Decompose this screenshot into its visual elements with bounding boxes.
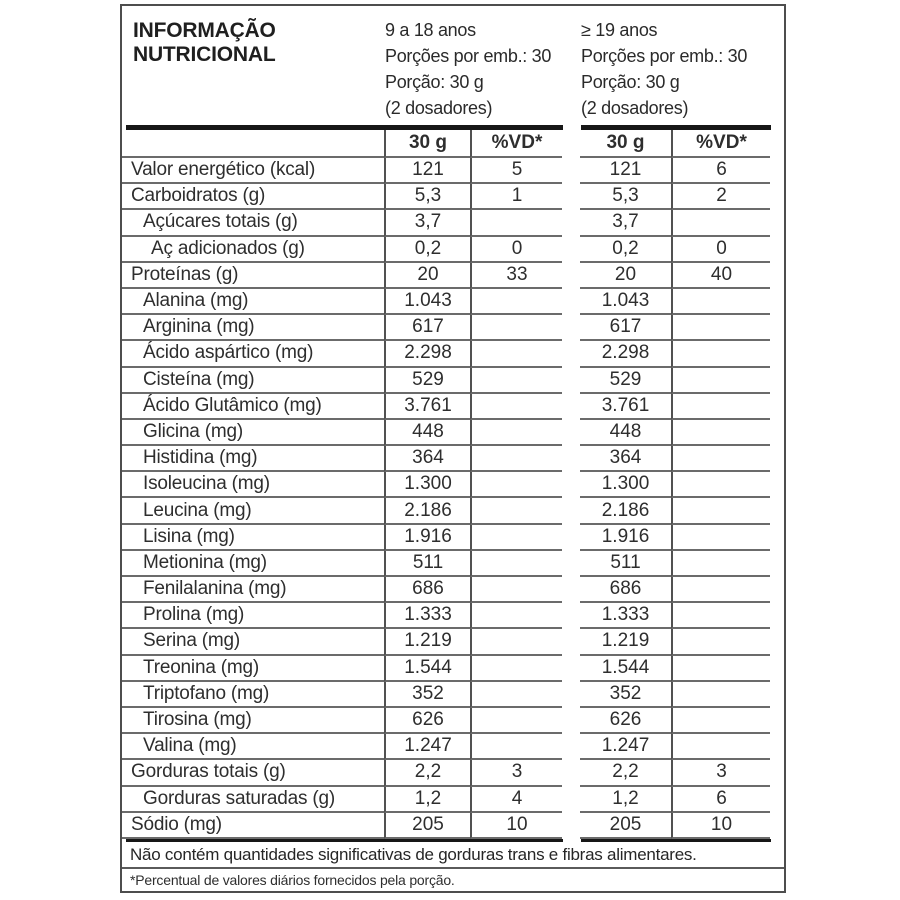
amount-value-19plus: 1.916 bbox=[580, 525, 671, 551]
amount-value-9-18: 2,2 bbox=[384, 760, 470, 786]
dv-value-9-18 bbox=[470, 498, 562, 524]
nutrient-label-cell bbox=[122, 498, 384, 524]
dv-value-19plus: 6 bbox=[671, 158, 770, 184]
row-right-pad bbox=[770, 551, 784, 577]
nutrient-label: Ácido aspártico (mg) bbox=[143, 342, 314, 364]
row-right-pad bbox=[770, 603, 784, 629]
amount-value-9-18: 1.333 bbox=[384, 603, 470, 629]
dv-value-19plus bbox=[671, 656, 770, 682]
nutrient-label-cell bbox=[122, 237, 384, 263]
dv-value-9-18 bbox=[470, 577, 562, 603]
amount-value-9-18: 1.916 bbox=[384, 525, 470, 551]
dv-value-19plus bbox=[671, 368, 770, 394]
dv-value-9-18: 1 bbox=[470, 184, 562, 210]
nutrient-label-cell bbox=[122, 184, 384, 210]
table-row bbox=[122, 760, 784, 786]
dv-value-19plus: 10 bbox=[671, 813, 770, 839]
dv-value-9-18 bbox=[470, 394, 562, 420]
nutrient-label-cell bbox=[122, 734, 384, 760]
amount-column-header-group1: 30 g bbox=[384, 130, 470, 158]
column-gap bbox=[562, 420, 580, 446]
amount-value-9-18: 1.544 bbox=[384, 656, 470, 682]
dv-value-9-18 bbox=[470, 446, 562, 472]
amount-value-19plus: 626 bbox=[580, 708, 671, 734]
no-significant-amounts-note: Não contém quantidades significativas de gorduras trans e fibras alimentares. bbox=[122, 842, 784, 869]
column-gap bbox=[562, 368, 580, 394]
table-row bbox=[122, 498, 784, 524]
amount-value-9-18: 448 bbox=[384, 420, 470, 446]
column-gap bbox=[562, 734, 580, 760]
dv-value-9-18: 33 bbox=[470, 263, 562, 289]
dv-value-9-18 bbox=[470, 210, 562, 236]
amount-value-9-18: 2.186 bbox=[384, 498, 470, 524]
dv-value-9-18: 4 bbox=[470, 787, 562, 813]
dv-value-19plus bbox=[671, 551, 770, 577]
amount-value-19plus: 3.761 bbox=[580, 394, 671, 420]
amount-value-9-18: 626 bbox=[384, 708, 470, 734]
age-group-1-range: 9 a 18 anos bbox=[385, 20, 476, 40]
dv-value-19plus bbox=[671, 394, 770, 420]
row-right-pad bbox=[770, 130, 784, 158]
amount-value-19plus: 529 bbox=[580, 368, 671, 394]
nutrient-label-cell bbox=[122, 341, 384, 367]
dv-value-9-18 bbox=[470, 734, 562, 760]
amount-value-9-18: 529 bbox=[384, 368, 470, 394]
column-gap bbox=[562, 158, 580, 184]
amount-value-19plus: 0,2 bbox=[580, 237, 671, 263]
nutrient-label-cell bbox=[122, 760, 384, 786]
age-group-2-range: ≥ 19 anos bbox=[581, 20, 658, 40]
amount-value-9-18: 1,2 bbox=[384, 787, 470, 813]
column-gap bbox=[562, 210, 580, 236]
nutrient-label-cell bbox=[122, 577, 384, 603]
nutrient-label: Lisina (mg) bbox=[143, 525, 235, 547]
row-right-pad bbox=[770, 525, 784, 551]
row-right-pad bbox=[770, 420, 784, 446]
nutrient-label-cell bbox=[122, 289, 384, 315]
row-right-pad bbox=[770, 787, 784, 813]
column-gap bbox=[562, 551, 580, 577]
amount-value-19plus: 686 bbox=[580, 577, 671, 603]
nutrient-label: Alanina (mg) bbox=[143, 290, 249, 312]
row-right-pad bbox=[770, 237, 784, 263]
table-row bbox=[122, 420, 784, 446]
nutrient-label-cell bbox=[122, 368, 384, 394]
nutrient-label-cell bbox=[122, 629, 384, 655]
row-right-pad bbox=[770, 813, 784, 839]
amount-value-19plus: 2.186 bbox=[580, 498, 671, 524]
table-row bbox=[122, 237, 784, 263]
dv-value-9-18: 5 bbox=[470, 158, 562, 184]
nutrient-label: Ácido Glutâmico (mg) bbox=[143, 394, 322, 416]
age-group-1-portion: Porção: 30 g bbox=[385, 72, 484, 92]
amount-value-9-18: 1.300 bbox=[384, 472, 470, 498]
amount-value-9-18: 205 bbox=[384, 813, 470, 839]
table-row bbox=[122, 394, 784, 420]
nutrient-label: Histidina (mg) bbox=[143, 447, 258, 469]
dv-value-19plus bbox=[671, 734, 770, 760]
row-right-pad bbox=[770, 289, 784, 315]
row-right-pad bbox=[770, 263, 784, 289]
dv-value-19plus: 0 bbox=[671, 237, 770, 263]
table-row bbox=[122, 446, 784, 472]
age-group-2-portion: Porção: 30 g bbox=[581, 72, 680, 92]
nutrient-label: Glicina (mg) bbox=[143, 420, 244, 442]
label-column-header bbox=[122, 130, 384, 158]
nutrient-label: Tirosina (mg) bbox=[143, 709, 252, 731]
amount-value-19plus: 5,3 bbox=[580, 184, 671, 210]
amount-value-19plus: 511 bbox=[580, 551, 671, 577]
amount-value-9-18: 511 bbox=[384, 551, 470, 577]
nutrient-label: Isoleucina (mg) bbox=[143, 473, 270, 495]
table-row bbox=[122, 603, 784, 629]
amount-value-19plus: 205 bbox=[580, 813, 671, 839]
row-right-pad bbox=[770, 158, 784, 184]
age-group-2-scoops: (2 dosadores) bbox=[581, 98, 689, 118]
amount-value-19plus: 2,2 bbox=[580, 760, 671, 786]
nutrition-title bbox=[133, 19, 276, 67]
column-gap bbox=[562, 263, 580, 289]
column-gap bbox=[562, 787, 580, 813]
amount-value-19plus: 2.298 bbox=[580, 341, 671, 367]
dv-value-19plus bbox=[671, 629, 770, 655]
dv-value-19plus bbox=[671, 446, 770, 472]
nutrient-label: Prolina (mg) bbox=[143, 604, 245, 626]
amount-value-19plus: 1.219 bbox=[580, 629, 671, 655]
nutrient-label: Leucina (mg) bbox=[143, 499, 252, 521]
nutrient-label: Fenilalanina (mg) bbox=[143, 578, 287, 600]
column-gap bbox=[562, 184, 580, 210]
dv-value-9-18 bbox=[470, 603, 562, 629]
dv-value-9-18 bbox=[470, 525, 562, 551]
amount-value-19plus: 352 bbox=[580, 682, 671, 708]
nutrient-label-cell bbox=[122, 656, 384, 682]
table-row bbox=[122, 158, 784, 184]
table-row bbox=[122, 184, 784, 210]
nutrient-label: Arginina (mg) bbox=[143, 316, 255, 338]
amount-value-9-18: 5,3 bbox=[384, 184, 470, 210]
age-group-2-servings: Porções por emb.: 30 bbox=[581, 46, 748, 66]
row-right-pad bbox=[770, 315, 784, 341]
amount-value-9-18: 1.247 bbox=[384, 734, 470, 760]
row-right-pad bbox=[770, 629, 784, 655]
column-gap bbox=[562, 603, 580, 629]
amount-value-19plus: 1.247 bbox=[580, 734, 671, 760]
table-row bbox=[122, 341, 784, 367]
age-group-2-header bbox=[581, 17, 747, 121]
dv-value-19plus bbox=[671, 289, 770, 315]
nutrient-label: Serina (mg) bbox=[143, 630, 241, 652]
row-right-pad bbox=[770, 577, 784, 603]
dv-value-9-18 bbox=[470, 708, 562, 734]
dv-value-19plus: 3 bbox=[671, 760, 770, 786]
row-right-pad bbox=[770, 341, 784, 367]
nutrient-label-cell bbox=[122, 787, 384, 813]
nutrient-label-cell bbox=[122, 813, 384, 839]
amount-value-9-18: 3.761 bbox=[384, 394, 470, 420]
amount-value-19plus: 1.333 bbox=[580, 603, 671, 629]
dv-value-19plus: 2 bbox=[671, 184, 770, 210]
column-gap bbox=[562, 341, 580, 367]
nutrient-label: Gorduras saturadas (g) bbox=[143, 787, 336, 809]
amount-value-9-18: 3,7 bbox=[384, 210, 470, 236]
dv-value-19plus: 40 bbox=[671, 263, 770, 289]
row-right-pad bbox=[770, 498, 784, 524]
nutrient-label: Metionina (mg) bbox=[143, 551, 267, 573]
amount-value-9-18: 686 bbox=[384, 577, 470, 603]
amount-value-19plus: 3,7 bbox=[580, 210, 671, 236]
dv-value-19plus bbox=[671, 708, 770, 734]
column-header-row bbox=[122, 130, 784, 158]
amount-value-19plus: 1,2 bbox=[580, 787, 671, 813]
row-right-pad bbox=[770, 708, 784, 734]
dv-column-header-group2: %VD* bbox=[671, 130, 770, 158]
nutrient-label: Sódio (mg) bbox=[131, 813, 222, 835]
amount-value-19plus: 1.544 bbox=[580, 656, 671, 682]
column-gap bbox=[562, 760, 580, 786]
nutrient-label-cell bbox=[122, 472, 384, 498]
nutrient-label: Aç adicionados (g) bbox=[151, 237, 305, 259]
amount-value-19plus: 1.300 bbox=[580, 472, 671, 498]
dv-value-19plus bbox=[671, 472, 770, 498]
dv-value-19plus bbox=[671, 315, 770, 341]
dv-value-9-18: 0 bbox=[470, 237, 562, 263]
table-row bbox=[122, 787, 784, 813]
nutrient-label-cell bbox=[122, 708, 384, 734]
amount-value-19plus: 121 bbox=[580, 158, 671, 184]
nutrient-label: Carboidratos (g) bbox=[131, 185, 266, 207]
amount-value-9-18: 0,2 bbox=[384, 237, 470, 263]
amount-value-19plus: 1.043 bbox=[580, 289, 671, 315]
nutrient-label: Gorduras totais (g) bbox=[131, 761, 286, 783]
amount-value-19plus: 20 bbox=[580, 263, 671, 289]
table-row bbox=[122, 577, 784, 603]
table-row bbox=[122, 315, 784, 341]
dv-value-19plus bbox=[671, 341, 770, 367]
dv-value-9-18: 10 bbox=[470, 813, 562, 839]
row-right-pad bbox=[770, 760, 784, 786]
nutrition-facts-panel bbox=[120, 4, 786, 893]
dv-footnote: *Percentual de valores diários fornecidos pela porção. bbox=[130, 872, 455, 888]
nutrient-label-cell bbox=[122, 158, 384, 184]
nutrient-label: Valor energético (kcal) bbox=[131, 159, 316, 181]
column-gap bbox=[562, 577, 580, 603]
nutrient-label-cell bbox=[122, 263, 384, 289]
row-right-pad bbox=[770, 656, 784, 682]
column-gap bbox=[562, 394, 580, 420]
column-gap bbox=[562, 289, 580, 315]
amount-value-9-18: 121 bbox=[384, 158, 470, 184]
dv-value-9-18 bbox=[470, 551, 562, 577]
amount-value-9-18: 1.219 bbox=[384, 629, 470, 655]
amount-value-9-18: 617 bbox=[384, 315, 470, 341]
column-gap bbox=[562, 525, 580, 551]
table-row bbox=[122, 551, 784, 577]
dv-value-9-18 bbox=[470, 315, 562, 341]
table-row bbox=[122, 682, 784, 708]
dv-value-19plus bbox=[671, 525, 770, 551]
dv-value-19plus bbox=[671, 603, 770, 629]
nutrient-label: Valina (mg) bbox=[143, 735, 237, 757]
amount-value-9-18: 2.298 bbox=[384, 341, 470, 367]
age-group-1-scoops: (2 dosadores) bbox=[385, 98, 493, 118]
column-gap bbox=[562, 237, 580, 263]
row-right-pad bbox=[770, 446, 784, 472]
amount-value-19plus: 364 bbox=[580, 446, 671, 472]
row-right-pad bbox=[770, 682, 784, 708]
amount-column-header-group2: 30 g bbox=[580, 130, 671, 158]
column-gap bbox=[562, 446, 580, 472]
age-group-1-header bbox=[385, 17, 551, 121]
dv-column-header-group1: %VD* bbox=[470, 130, 562, 158]
table-row bbox=[122, 656, 784, 682]
nutrient-label: Açúcares totais (g) bbox=[143, 211, 298, 233]
nutrition-title-line2: NUTRICIONAL bbox=[133, 43, 276, 66]
amount-value-9-18: 352 bbox=[384, 682, 470, 708]
dv-value-9-18 bbox=[470, 656, 562, 682]
column-gap bbox=[562, 708, 580, 734]
table-row bbox=[122, 263, 784, 289]
nutrient-label-cell bbox=[122, 315, 384, 341]
nutrient-label-cell bbox=[122, 420, 384, 446]
dv-value-9-18 bbox=[470, 289, 562, 315]
age-group-1-servings: Porções por emb.: 30 bbox=[385, 46, 552, 66]
nutrient-label-cell bbox=[122, 525, 384, 551]
nutrition-table bbox=[122, 130, 784, 839]
table-row bbox=[122, 734, 784, 760]
dv-value-19plus bbox=[671, 420, 770, 446]
dv-value-9-18 bbox=[470, 420, 562, 446]
nutrient-label-cell bbox=[122, 210, 384, 236]
amount-value-19plus: 617 bbox=[580, 315, 671, 341]
nutrient-label-cell bbox=[122, 551, 384, 577]
nutrient-label-cell bbox=[122, 394, 384, 420]
amount-value-9-18: 364 bbox=[384, 446, 470, 472]
column-gap bbox=[562, 682, 580, 708]
panel-inner bbox=[122, 6, 784, 891]
dv-value-9-18 bbox=[470, 341, 562, 367]
dv-value-9-18: 3 bbox=[470, 760, 562, 786]
dv-value-19plus bbox=[671, 577, 770, 603]
column-gap bbox=[562, 498, 580, 524]
column-gap bbox=[562, 130, 580, 158]
column-gap bbox=[562, 315, 580, 341]
table-row bbox=[122, 813, 784, 839]
amount-value-9-18: 20 bbox=[384, 263, 470, 289]
column-gap bbox=[562, 629, 580, 655]
dv-value-19plus: 6 bbox=[671, 787, 770, 813]
nutrient-label-cell bbox=[122, 446, 384, 472]
nutrient-label: Treonina (mg) bbox=[143, 656, 260, 678]
dv-value-9-18 bbox=[470, 472, 562, 498]
table-row bbox=[122, 708, 784, 734]
dv-value-19plus bbox=[671, 498, 770, 524]
nutrition-title-line1: INFORMAÇÃO bbox=[133, 19, 276, 42]
nutrient-label: Proteínas (g) bbox=[131, 263, 239, 285]
row-right-pad bbox=[770, 734, 784, 760]
table-row bbox=[122, 289, 784, 315]
column-gap bbox=[562, 656, 580, 682]
dv-value-9-18 bbox=[470, 682, 562, 708]
nutrient-label: Triptofano (mg) bbox=[143, 682, 270, 704]
column-gap bbox=[562, 472, 580, 498]
row-right-pad bbox=[770, 184, 784, 210]
dv-value-9-18 bbox=[470, 629, 562, 655]
amount-value-9-18: 1.043 bbox=[384, 289, 470, 315]
dv-value-9-18 bbox=[470, 368, 562, 394]
dv-value-19plus bbox=[671, 210, 770, 236]
amount-value-19plus: 448 bbox=[580, 420, 671, 446]
row-right-pad bbox=[770, 394, 784, 420]
table-row bbox=[122, 210, 784, 236]
nutrient-label-cell bbox=[122, 603, 384, 629]
table-row bbox=[122, 368, 784, 394]
table-row bbox=[122, 629, 784, 655]
row-right-pad bbox=[770, 472, 784, 498]
row-right-pad bbox=[770, 210, 784, 236]
row-right-pad bbox=[770, 368, 784, 394]
dv-value-19plus bbox=[671, 682, 770, 708]
table-row bbox=[122, 472, 784, 498]
nutrient-label: Cisteína (mg) bbox=[143, 368, 255, 390]
table-row bbox=[122, 525, 784, 551]
column-gap bbox=[562, 813, 580, 839]
nutrient-label-cell bbox=[122, 682, 384, 708]
